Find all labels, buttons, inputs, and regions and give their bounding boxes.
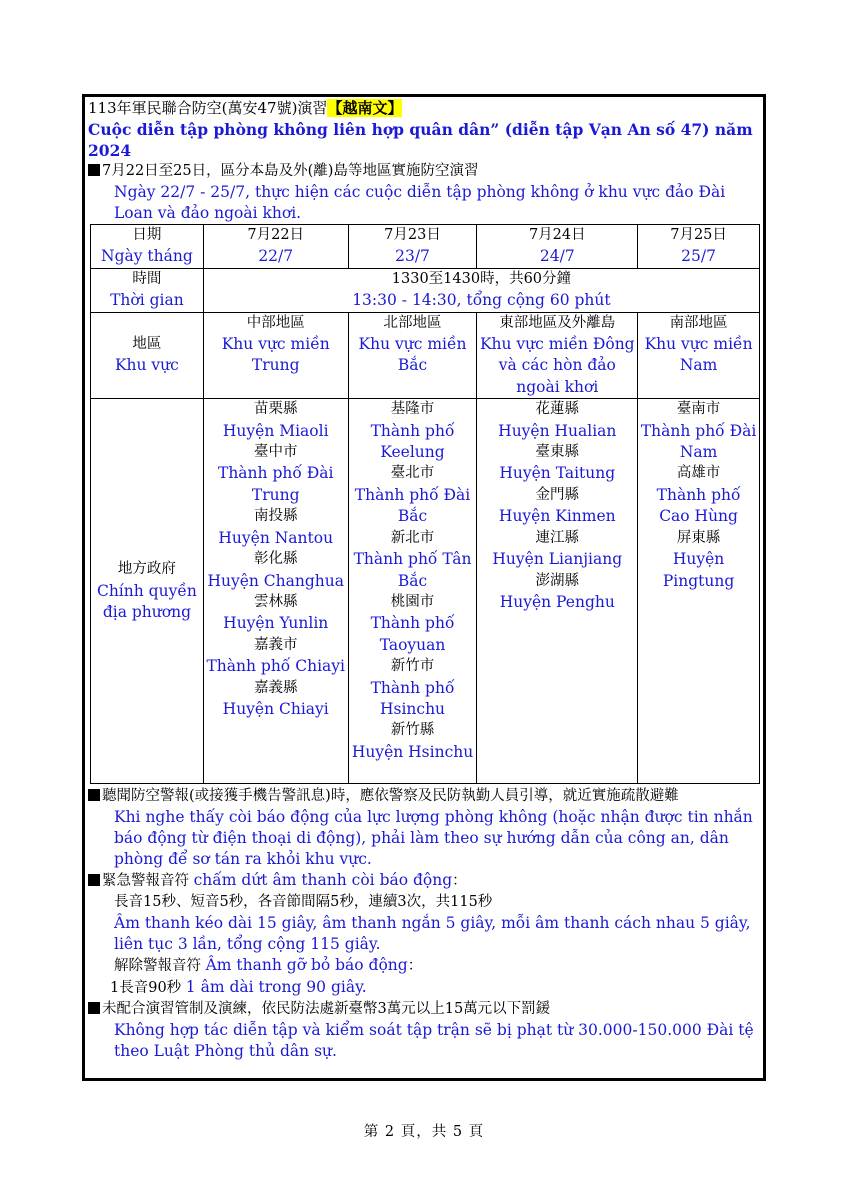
- date-cell-4: [638, 225, 760, 269]
- date-label-vi: Ngày tháng: [101, 247, 193, 266]
- region-row: [91, 312, 760, 399]
- gov-zh: 嘉義市: [253, 636, 298, 653]
- gov-zh: 嘉義縣: [253, 679, 298, 696]
- gov-zh: 苗栗縣: [253, 401, 298, 418]
- dates-row: [91, 225, 760, 269]
- region-vi: Khu vực miền Đông và các hòn đảo ngoài khơi: [479, 335, 635, 396]
- region-zh: 中部地區: [246, 314, 305, 331]
- region-cell-east: [477, 312, 638, 399]
- alarm-clear-heading: [88, 955, 762, 977]
- region-zh: 南部地區: [669, 314, 728, 331]
- alarm-detail-zh: 長音15秒、短音5秒，各音節間隔5秒，連續3次，共115秒: [114, 894, 493, 911]
- title-language-highlight: 【越南文】: [327, 99, 403, 117]
- gov-vi: Huyện Taitung: [499, 464, 616, 483]
- alarm-label-vi: chấm dứt âm thanh còi báo động: [193, 871, 453, 890]
- intro-zh-text: 7月22日至25日，區分本島及外(離)島等地區實施防空演習: [102, 163, 479, 179]
- gov-vi: Huyện Chiayi: [222, 699, 329, 718]
- gov-zh: 新北市: [390, 529, 435, 546]
- gov-vi: Thành phố Cao Hùng: [656, 485, 741, 526]
- penalty-vi: Không hợp tác diễn tập và kiểm soát tập trận sẽ bị phạt từ 30.000-150.000 Đài tệ theo Luật Phòng thủ dân sự.: [114, 1021, 754, 1061]
- date-cell-3: [477, 225, 638, 269]
- time-label-cell: [91, 268, 204, 312]
- gov-label-vi: Chính quyền địa phương: [96, 581, 197, 621]
- schedule-table: [90, 224, 760, 784]
- document-content: [88, 97, 762, 1062]
- gov-zh: 屏東縣: [676, 529, 721, 546]
- gov-zh: 桃園市: [390, 593, 435, 610]
- page-number: 第 2 頁，共 5 頁: [363, 1124, 485, 1140]
- alarm-clear-colon: ：: [407, 958, 423, 975]
- date-vi: 23/7: [395, 247, 430, 266]
- gov-zh: 基隆市: [390, 401, 435, 418]
- gov-vi: Huyện Hsinchu: [351, 742, 474, 761]
- region-zh: 東部地區及外離島: [499, 314, 616, 331]
- gov-zh: 臺中市: [253, 444, 298, 461]
- gov-cell-south: [638, 399, 760, 784]
- evacuation-vi: Khi nghe thấy còi báo động của lực lượng phòng không (hoặc nhận được tin nhắn báo động từ điện thoại di động), phải làm theo sự hướng dẫn của công an, dân phòng để sơ tán ra khỏi khu vực.: [114, 808, 753, 869]
- gov-vi: Huyện Kinmen: [498, 507, 616, 526]
- gov-vi: Thành phố Đài Nam: [640, 421, 757, 462]
- gov-label-cell: [91, 399, 204, 784]
- date-label-zh: 日期: [132, 227, 162, 243]
- gov-cell-east: [477, 399, 638, 784]
- gov-zh: 臺北市: [390, 465, 435, 482]
- gov-zh: 彰化縣: [253, 551, 298, 568]
- square-bullet-icon: [88, 164, 100, 176]
- date-zh: 7月24日: [528, 227, 586, 243]
- date-cell-1: [203, 225, 348, 269]
- time-label-zh: 時間: [132, 270, 162, 287]
- gov-zh: 連江縣: [535, 529, 580, 546]
- gov-zh: 金門縣: [535, 486, 580, 503]
- region-label-cell: [91, 312, 204, 399]
- alarm-heading: [88, 870, 762, 892]
- gov-cell-north: [348, 399, 477, 784]
- region-vi: Khu vực miền Trung: [221, 335, 330, 375]
- alarm-clear-detail-vi: 1 âm dài trong 90 giây.: [185, 978, 367, 997]
- time-value-vi: 13:30 - 14:30, tổng cộng 60 phút: [352, 291, 611, 310]
- date-cell-2: [348, 225, 477, 269]
- gov-vi: Huyện Lianjiang: [492, 550, 623, 569]
- gov-vi: Huyện Nantou: [218, 528, 334, 547]
- penalty-zh: [88, 999, 762, 1020]
- alarm-colon: ：: [452, 873, 467, 890]
- intro-vi: Ngày 22/7 - 25/7, thực hiện các cuộc diễn tập phòng không ở khu vực đảo Đài Loan và đảo ngoài khơi.: [114, 183, 726, 222]
- date-vi: 22/7: [258, 247, 294, 266]
- region-label-vi: Khu vực: [114, 356, 179, 375]
- gov-vi: Thành phố Đài Bắc: [354, 485, 471, 526]
- evacuation-zh-text: 聽聞防空警報(或接獲手機告警訊息)時，應依警察及民防執勤人員引導，就近實施疏散避難: [102, 788, 679, 805]
- gov-zh: 雲林縣: [253, 593, 298, 610]
- square-bullet-icon: [88, 874, 100, 886]
- government-row: [91, 399, 760, 784]
- date-zh: 7月23日: [384, 227, 441, 243]
- gov-vi: Thành phố Đài Trung: [217, 464, 334, 504]
- region-cell-central: [203, 312, 348, 399]
- region-zh: 北部地區: [383, 314, 442, 331]
- gov-vi: Thành phố Chiayi: [206, 657, 345, 676]
- gov-vi: Thành phố Tân Bắc: [353, 550, 472, 590]
- date-zh: 7月22日: [247, 227, 305, 243]
- time-value-zh: 1330至1430時，共60分鐘: [391, 270, 572, 287]
- gov-vi: Thành phố Keelung: [370, 421, 455, 462]
- gov-vi: Huyện Yunlin: [223, 614, 329, 633]
- gov-zh: 南投縣: [253, 508, 298, 525]
- gov-vi: Thành phố Taoyuan: [370, 614, 455, 654]
- gov-zh: 高雄市: [676, 465, 721, 482]
- gov-zh: 新竹市: [390, 658, 435, 675]
- gov-vi: Huyện Changhua: [207, 571, 344, 590]
- gov-vi: Huyện Hualian: [498, 421, 617, 440]
- gov-vi: Huyện Pingtung: [662, 550, 735, 590]
- title-zh-prefix: 113年軍民聯合防空(萬安47號)演習: [88, 99, 328, 117]
- gov-label-zh: 地方政府: [117, 561, 176, 578]
- alarm-clear-zh: 解除警報音符: [114, 958, 201, 975]
- gov-zh: 澎湖縣: [535, 572, 580, 589]
- time-row: [91, 268, 760, 312]
- alarm-detail-vi: Âm thanh kéo dài 15 giây, âm thanh ngắn 5 giây, mỗi âm thanh cách nhau 5 giây, liên tục 3 lần, tổng cộng 115 giây.: [114, 914, 751, 954]
- gov-vi: Thành phố Hsinchu: [370, 678, 455, 718]
- intro-zh: [88, 161, 762, 182]
- alarm-label-zh: 緊急警報音符: [102, 873, 189, 890]
- date-vi: 24/7: [539, 247, 575, 266]
- region-vi: Khu vực miền Bắc: [358, 335, 467, 375]
- date-zh: 7月25日: [670, 227, 727, 243]
- gov-zh: 臺南市: [676, 401, 721, 418]
- square-bullet-icon: [88, 1002, 100, 1014]
- gov-cell-central: [203, 399, 348, 784]
- gov-zh: 臺東縣: [535, 444, 580, 461]
- alarm-clear-detail-zh: 1長音90秒: [110, 980, 182, 997]
- region-cell-south: [638, 312, 760, 399]
- title-vi: Cuộc diễn tập phòng không liên hợp quân dân” (diễn tập Vạn An số 47) năm 2024: [88, 120, 753, 160]
- square-bullet-icon: [88, 789, 100, 801]
- region-label-zh: 地區: [132, 336, 162, 353]
- gov-zh: 新竹縣: [390, 722, 435, 739]
- evacuation-zh: [88, 786, 762, 807]
- region-vi: Khu vực miền Nam: [644, 335, 753, 375]
- time-label-vi: Thời gian: [110, 291, 184, 310]
- region-cell-north: [348, 312, 477, 399]
- title-zh: [88, 97, 762, 119]
- date-vi: 25/7: [681, 247, 716, 266]
- gov-vi: Huyện Penghu: [499, 592, 615, 611]
- gov-vi: Huyện Miaoli: [222, 421, 329, 440]
- date-label-cell: [91, 225, 204, 269]
- time-value-cell: [203, 268, 759, 312]
- penalty-zh-text: 未配合演習管制及演練，依民防法處新臺幣3萬元以上15萬元以下罰鍰: [102, 1001, 551, 1018]
- alarm-clear-detail: [88, 977, 762, 999]
- alarm-clear-vi: Âm thanh gỡ bỏ báo động: [205, 956, 408, 975]
- gov-zh: 花蓮縣: [535, 401, 580, 418]
